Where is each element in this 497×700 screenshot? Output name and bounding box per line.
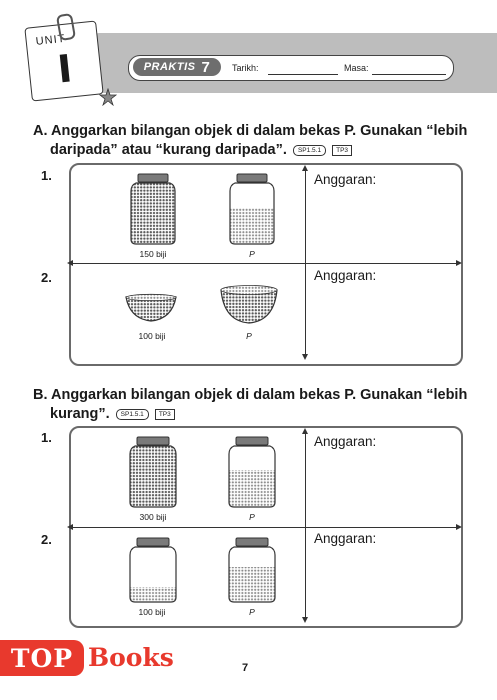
b2-answer-label: Anggaran: [314,531,377,546]
arrow-left-icon [67,260,73,266]
time-field[interactable] [372,74,446,75]
a1-answer-area[interactable] [312,188,452,258]
section-b-line2: kurang”. [50,406,110,422]
section-a-column-divider [305,168,306,356]
section-b-sp-tag: SP1.5.1 [116,409,149,420]
arrow-up-icon [302,165,308,171]
section-b-line1: B. Anggarkan bilangan objek di dalam bekas P. Gunakan “lebih [33,387,468,403]
b1-number: 1. [41,430,52,445]
section-a-tp-tag: TP3 [332,145,352,156]
b2-answer-area[interactable] [312,547,452,617]
practice-tag [133,58,221,76]
arrow-right-icon [456,260,462,266]
practice-label: PRAKTIS [143,61,196,73]
paper-clip-icon [56,13,76,41]
b1-answer-label: Anggaran: [314,434,377,449]
a1-target-caption: P [249,249,255,259]
a2-answer-area[interactable] [312,284,452,354]
arrow-up-icon [302,428,308,434]
unit-number: I [55,46,75,92]
unit-label: UNIT [35,32,66,48]
arrow-down-icon [302,354,308,360]
star-icon [99,88,117,106]
bowl-large-icon [219,283,279,325]
brand-logo-books: Books [88,643,174,672]
jar-partial-icon [229,173,275,245]
section-a-line2: daripada” atau “kurang daripada”. [50,142,287,158]
section-b-question [33,386,483,424]
jar-partial-icon [228,436,276,508]
arrow-down-icon [302,617,308,623]
b1-reference-caption: 300 biji [139,512,167,522]
a2-reference-caption: 100 biji [138,331,166,341]
section-b-tp-tag: TP3 [155,409,175,420]
a2-number: 2. [41,270,52,285]
page-number: 7 [242,662,249,674]
time-label: Masa: [344,63,369,73]
b2-target-caption: P [249,607,255,617]
a1-reference-caption: 150 biji [139,249,167,259]
section-b-divider [73,527,457,528]
jar-full-icon [130,173,176,245]
b2-reference-caption: 100 biji [138,607,166,617]
arrow-right-icon [456,524,462,530]
section-b-column-divider [305,431,306,619]
a1-number: 1. [41,168,52,183]
section-a-line1: A. Anggarkan bilangan objek di dalam bekas P. Gunakan “lebih [33,123,468,139]
a2-target-caption: P [246,331,252,341]
a2-answer-label: Anggaran: [314,268,377,283]
jar-partial-icon [228,537,276,603]
b1-answer-area[interactable] [312,450,452,522]
section-a-sp-tag: SP1.5.1 [293,145,326,156]
jar-full-icon [129,436,177,508]
date-field[interactable] [268,74,338,75]
b1-target-caption: P [249,512,255,522]
section-a-question [33,122,483,160]
date-label: Tarikh: [232,63,259,73]
practice-number: 7 [201,58,211,76]
arrow-left-icon [67,524,73,530]
bowl-small-icon [124,293,178,323]
b2-number: 2. [41,532,52,547]
a1-answer-label: Anggaran: [314,172,377,187]
brand-logo-top: TOP [0,640,84,676]
jar-low-icon [129,537,177,603]
section-a-divider [73,263,457,264]
